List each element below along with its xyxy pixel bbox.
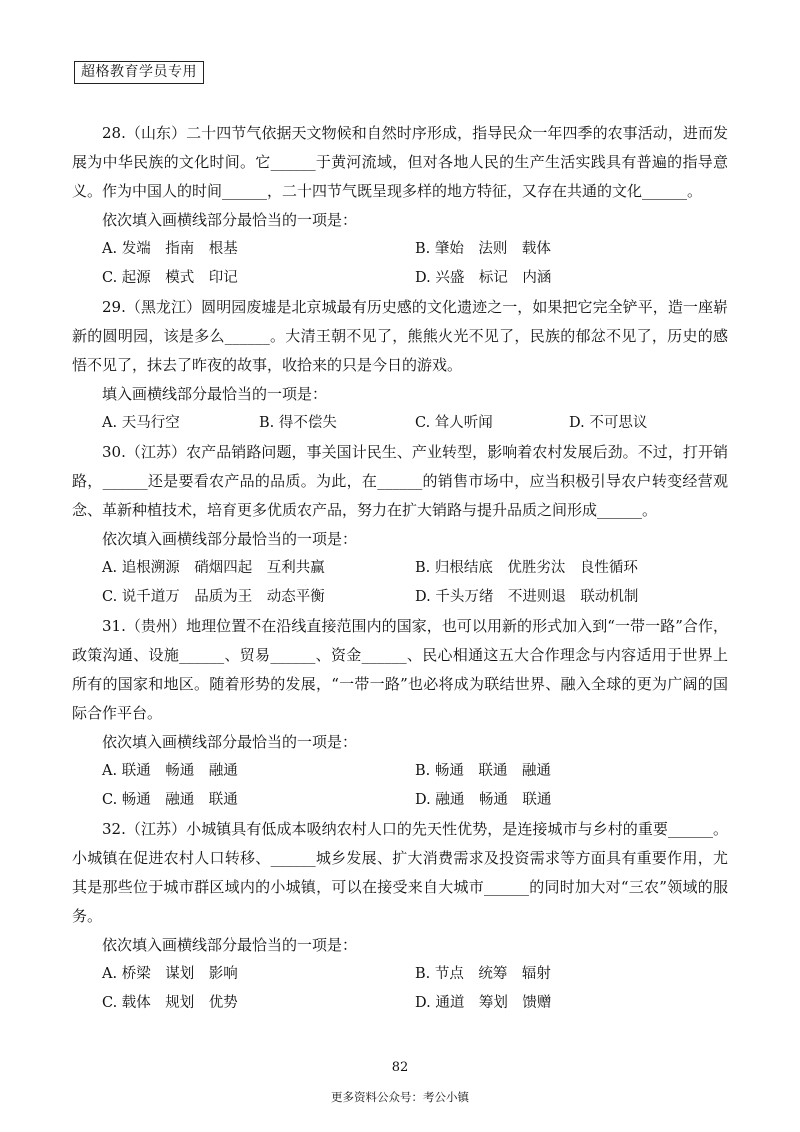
options-row <box>72 235 728 264</box>
option-a: A. 发端 指南 根基 <box>102 241 238 257</box>
question-32 <box>72 815 728 1018</box>
question-prompt: 依次填入画横线部分最恰当的一项是： <box>102 936 358 954</box>
option-a: A. 追根溯源 硝烟四起 互利共赢 <box>102 560 325 576</box>
option-c: C. 耸人听闻 <box>415 415 493 431</box>
option-b: B. 节点 统筹 辐射 <box>415 966 551 982</box>
option-b: B. 得不偿失 <box>259 415 337 431</box>
option-c: C. 载体 规划 优势 <box>102 995 238 1011</box>
option-b: B. 畅通 联通 融通 <box>415 763 551 779</box>
options-row <box>72 786 728 815</box>
question-stem: 32.（江苏）小城镇具有低成本吸纳农村人口的先天性优势，是连接城市与乡村的重要______。小城镇在促进农村人口转移、______城乡发展、扩大消费需求及投资需求等方面具有重要作用，尤其是那些位于城市群区域内的小城镇，可以在接受来自大城市______的同时加大对“三农”领域的服务。 <box>72 820 728 925</box>
option-c: C. 起源 模式 印记 <box>102 270 238 286</box>
option-d: D. 兴盛 标记 内涵 <box>415 270 552 286</box>
options-row <box>72 264 728 293</box>
question-prompt: 填入画横线部分最恰当的一项是： <box>102 385 328 403</box>
question-28 <box>72 119 728 293</box>
options-row <box>72 989 728 1018</box>
question-stem: 31.（贵州）地理位置不在沿线直接范围内的国家，也可以用新的形式加入到“一带一路”合作，政策沟通、设施______、贸易______、资金______、民心相通这五大合作理念与内容适用于世界上所有的国家和地区。随着形势的发展，“一带一路”也必将成为联结世界、融入全球的更为广阔的国际合作平台。 <box>72 617 728 722</box>
question-stem: 28.（山东）二十四节气依据天文物候和自然时序形成，指导民众一年四季的农事活动，进而发展为中华民族的文化时间。它______于黄河流域，但对各地人民的生产生活实践具有普遍的指导意义。作为中国人的时间______，二十四节气既呈现多样的地方特征，又存在共通的文化______。 <box>72 124 728 200</box>
question-29 <box>72 293 728 438</box>
question-prompt: 依次填入画横线部分最恰当的一项是： <box>102 211 358 229</box>
question-stem: 29.（黑龙江）圆明园废墟是北京城最有历史感的文化遗迹之一，如果把它完全铲平，造一座崭新的圆明园，该是多么______。大清王朝不见了，熊熊火光不见了，民族的郁忿不见了，历史的感悟不见了，抹去了昨夜的故事，收拾来的只是今日的游戏。 <box>72 298 728 374</box>
options-row <box>72 554 728 583</box>
options-row <box>72 583 728 612</box>
page-number: 82 <box>391 1060 409 1075</box>
options-row <box>72 960 728 989</box>
option-d: D. 通道 筹划 馈赠 <box>415 995 552 1011</box>
question-stem: 30.（江苏）农产品销路问题，事关国计民生、产业转型，影响着农村发展后劲。不过，打开销路，______还是要看农产品的品质。为此，在______的销售市场中，应当积极引导农户转变经营观念、革新种植技术，培育更多优质农产品，努力在扩大销路与提升品质之间形成______。 <box>72 443 728 519</box>
header-tag: 超格教育学员专用 <box>74 61 204 84</box>
options-row <box>72 757 728 786</box>
option-c: C. 说千道万 品质为王 动态平衡 <box>102 589 325 605</box>
option-a: A. 天马行空 <box>102 415 180 431</box>
option-a: A. 桥梁 谋划 影响 <box>102 966 238 982</box>
option-d: D. 千头万绪 不进则退 联动机制 <box>415 589 639 605</box>
question-prompt: 依次填入画横线部分最恰当的一项是： <box>102 530 358 548</box>
footer-note: 更多资料公众号：考公小镇 <box>331 1090 469 1104</box>
option-c: C. 畅通 融通 联通 <box>102 792 238 808</box>
option-b: B. 肇始 法则 载体 <box>415 241 551 257</box>
question-30 <box>72 438 728 612</box>
option-d: D. 不可思议 <box>569 415 648 431</box>
option-a: A. 联通 畅通 融通 <box>102 763 238 779</box>
option-d: D. 融通 畅通 联通 <box>415 792 552 808</box>
options-row <box>72 409 728 438</box>
question-31 <box>72 612 728 815</box>
question-list <box>72 119 728 1018</box>
question-prompt: 依次填入画横线部分最恰当的一项是： <box>102 733 358 751</box>
option-b: B. 归根结底 优胜劣汰 良性循环 <box>415 560 638 576</box>
